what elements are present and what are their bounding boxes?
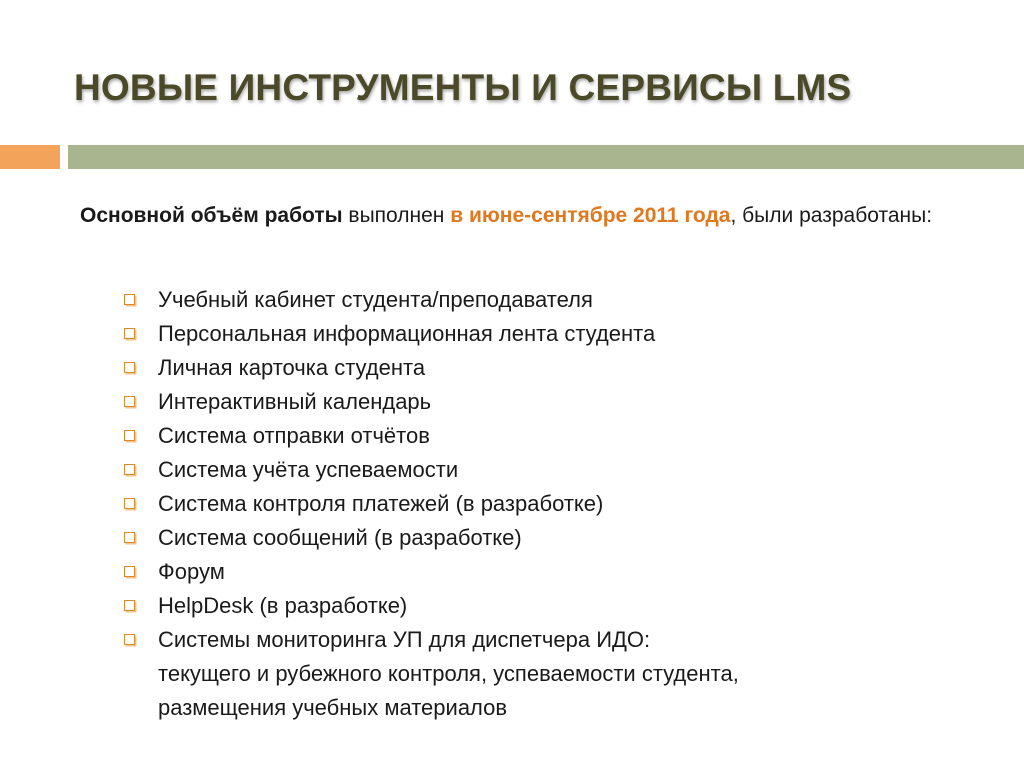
list-item-text: Системы мониторинга УП для диспетчера ИДО: — [158, 627, 651, 652]
title-divider-orange-bar — [0, 145, 60, 169]
list-item-text: Система контроля платежей (в разработке) — [158, 491, 604, 516]
title-divider-green-bar — [68, 145, 1024, 169]
slide-title: НОВЫЕ ИНСТРУМЕНТЫ И СЕРВИСЫ LMS — [74, 67, 852, 108]
list-item — [122, 453, 1002, 487]
tools-list — [122, 283, 1002, 725]
list-item-continuation-line: текущего и рубежного контроля, успеваемости студента, — [158, 661, 739, 686]
list-item-continuation-line: размещения учебных материалов — [158, 695, 508, 720]
hollow-square-bullet-icon — [124, 498, 135, 509]
intro-bold-text: Основной объём работы — [80, 204, 343, 227]
hollow-square-bullet-icon — [124, 294, 135, 305]
list-item-text: Система отправки отчётов — [158, 423, 430, 448]
hollow-square-bullet-icon — [124, 328, 135, 339]
list-item-text: Учебный кабинет студента/преподавателя — [158, 287, 593, 312]
hollow-square-bullet-icon — [124, 600, 135, 611]
list-item-text: Форум — [158, 559, 225, 584]
hollow-square-bullet-icon — [124, 464, 135, 475]
intro-highlight-date: в июне-сентябре 2011 года — [450, 204, 731, 227]
hollow-square-bullet-icon — [124, 362, 135, 373]
list-item — [122, 521, 1002, 555]
list-item-text: Личная карточка студента — [158, 355, 426, 380]
list-item-text: HelpDesk (в разработке) — [158, 593, 408, 618]
list-item — [122, 555, 1002, 589]
list-item — [122, 351, 1002, 385]
list-item — [122, 317, 1002, 351]
hollow-square-bullet-icon — [124, 532, 135, 543]
intro-paragraph — [80, 200, 980, 232]
hollow-square-bullet-icon — [124, 430, 135, 441]
list-item — [122, 283, 1002, 317]
hollow-square-bullet-icon — [124, 566, 135, 577]
list-item — [122, 589, 1002, 623]
list-item — [122, 385, 1002, 419]
intro-text-before-highlight: выполнен — [342, 204, 451, 227]
intro-text-after-highlight: , были разработаны: — [730, 204, 933, 227]
list-item — [122, 487, 1002, 521]
hollow-square-bullet-icon — [124, 634, 135, 645]
list-item — [122, 419, 1002, 453]
list-item — [122, 623, 1002, 725]
list-item-text: Система учёта успеваемости — [158, 457, 459, 482]
list-item-text: Система сообщений (в разработке) — [158, 525, 522, 550]
list-item-text: Интерактивный календарь — [158, 389, 432, 414]
hollow-square-bullet-icon — [124, 396, 135, 407]
list-item-text: Персональная информационная лента студента — [158, 321, 656, 346]
